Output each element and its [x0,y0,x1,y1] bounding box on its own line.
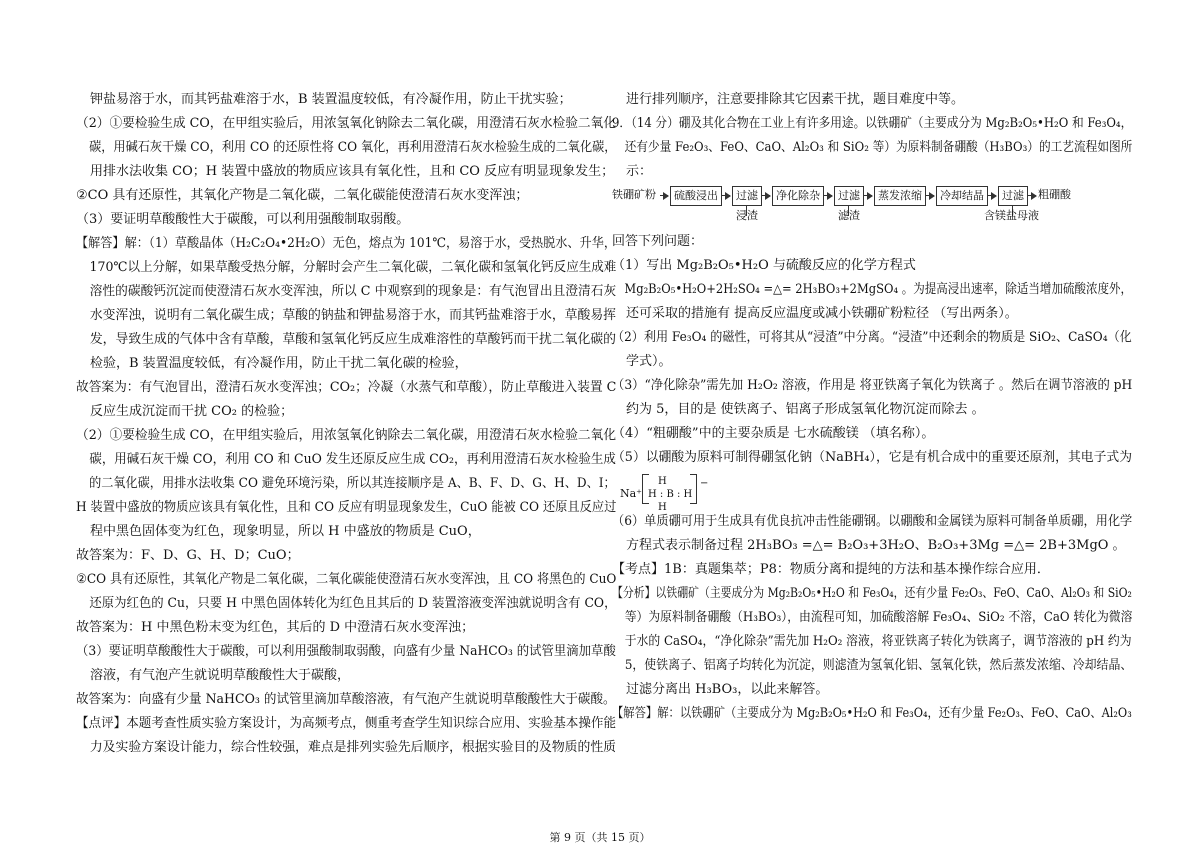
flow-byproduct: 滤渣 [838,209,860,222]
flow-step: 过滤 [834,186,864,206]
question-heading: 9．（14 分）硼及其化合物在工业上有许多用途。以铁硼矿（主要成分为 Mg₂B₂O₅•H₂O 和 Fe₃O₄， [612,116,1133,131]
text-line: （3）“净化除杂”需先加 H₂O₂ 溶液，作用是 将亚铁离子氧化为铁离子 。然后在调节溶液的 pH [612,378,1133,393]
text-line: 回答下列问题： [612,234,704,249]
text-line: 水变浑浊，说明有二氧化碳生成；草酸的钠盐和钾盐易溶于水，而其钙盐难溶于水，草酸易挥 [89,308,617,323]
text-line: 还原为红色的 Cu，只要 H 中黑色固体转化为红色且其后的 D 装置溶液变浑浊就说明含有 CO， [89,596,617,611]
bh4-center: H : B : H [648,489,693,500]
flow-step: 过滤 [998,186,1028,206]
text-line: 故答案为：H 中黑色粉末变为红色，其后的 D 中澄清石灰水变浑浊； [76,620,475,635]
right-column [612,88,1132,726]
electron-formula [612,470,1132,513]
process-flow-diagram [612,184,1132,230]
flow-arrow [722,195,730,196]
flow-start: 铁硼矿粉 [612,188,656,201]
text-line: 方程式表示制备过程 2H₃BO₃ =△= B₂O₃+3H₂O、B₂O₃+3Mg =△= 2B+3MgO 。 [626,538,1126,553]
text-line: ②CO 具有还原性，其氧化产物是二氧化碳，二氧化碳能使澄清石灰水变浑浊，且 CO 将黑色的 CuO [76,572,617,587]
text-line: 于水的 CaSO₄，“净化除杂”需先加 H₂O₂ 溶液，将亚铁离子转化为铁离子，调节溶液的 pH 约为 [624,634,1132,649]
text-line: 【考点】1B：真题集萃；P8：物质分离和提纯的方法和基本操作综合应用． [612,562,1050,577]
text-line: 溶液，有气泡产生就说明草酸酸性大于碳酸， [90,668,351,683]
text-line: （2）①要检验生成 CO，在甲组实验后，用浓氢氧化钠除去二氧化碳，用澄清石灰水检验二氧化 [76,116,617,131]
h-bottom: H [658,502,667,513]
text-line: 溶性的碳酸钙沉淀而使澄清石灰水变浑浊，所以 C 中观察到的现象是：有气泡冒出且澄清石灰 [89,284,617,299]
text-line: 故答案为：F、D、G、H、D；CuO； [76,548,300,563]
flow-step: 冷却结晶 [936,186,988,206]
text-line: 故答案为：向盛有少量 NaHCO₃ 的试管里滴加草酸溶液，有气泡产生就说明草酸酸性大于碳酸。 [76,692,616,707]
flow-step: 硫酸浸出 [670,186,722,206]
text-line: （2）①要检验生成 CO，在甲组实验后，用浓氢氧化钠除去二氧化碳，用澄清石灰水检验二氧化 [76,428,617,443]
flow-arrow [660,195,668,196]
text-line: 等）为原料制备硼酸（H₃BO₃），由流程可知，加硫酸溶解 Fe₃O₄、SiO₂ 不溶，CaO 转化为微溶 [624,610,1133,625]
text-line: （5）以硼酸为原料可制得硼氢化钠（NaBH₄），它是有机合成中的重要还原剂，其电子式为 [612,450,1132,465]
text-line: 的二氧化碳，用排水法收集 CO 避免环境污染，所以其连接顺序是 A、B、F、D、G、H、D、I； [89,476,616,491]
text-line: 还可采取的措施有 提高反应温度或减小铁硼矿粉粒径 （写出两条）。 [626,306,1018,321]
flow-byproduct: 含镁盐母液 [984,209,1039,222]
flow-end: 粗硼酸 [1038,188,1071,201]
flow-step: 过滤 [732,186,762,206]
text-line: 程中黑色固体变为红色，现象明显，所以 H 中盛放的物质是 CuO， [90,524,481,539]
text-line: （3）要证明草酸酸性大于碳酸，可以利用强酸制取弱酸。 [76,212,410,227]
text-line: Mg₂B₂O₅•H₂O+2H₂SO₄ =△= 2H₃BO₃+2MgSO₄ 。为提高浸出速率，除适当增加硫酸浓度外， [624,282,1133,297]
text-line: 检验，B 装置温度较低，有冷凝作用，防止干扰二氧化碳的检验， [90,356,468,371]
text-line: （2）利用 Fe₃O₄ 的磁性，可将其从“浸渣”中分离。“浸渣”中还剩余的物质是 SiO₂、CaSO₄（化 [612,330,1132,345]
text-line: ②CO 具有还原性，其氧化产物是二氧化碳，二氧化碳能使澄清石灰水变浑浊； [76,188,529,203]
text-line: 还有少量 Fe₂O₃、FeO、CaO、Al₂O₃ 和 SiO₂ 等）为原料制备硼酸（H₃BO₃）的工艺流程如图所 [624,140,1133,155]
text-line: 示： [626,164,653,179]
h-top: H [658,476,667,487]
text-line: （3）要证明草酸酸性大于碳酸，可以利用强酸制取弱酸，向盛有少量 NaHCO₃ 的试管里滴加草酸 [76,644,616,659]
flow-arrow [988,195,996,196]
text-line: 5，使铁离子、铝离子均转化为沉淀，则滤渣为氢氧化铝、氢氧化铁，然后蒸发浓缩、冷却结晶、 [624,658,1133,673]
text-line: 力及实验方案设计能力，综合性较强，难点是排列实验先后顺序，根据实验目的及物质的性质 [89,740,617,755]
text-line: 过滤分离出 H₃BO₃，以此来解答。 [626,682,829,697]
text-line: 发，导致生成的气体中含有草酸，草酸和氢氧化钙反应生成难溶性的草酸钙而干扰二氧化碳的 [89,332,617,347]
text-line: 进行排列顺序，注意要排除其它因素干扰，题目难度中等。 [626,92,965,107]
text-line: 故答案为：有气泡冒出，澄清石灰水变浑浊；CO₂；冷凝（水蒸气和草酸），防止草酸进入装置 C [76,380,617,395]
flow-arrow [926,195,934,196]
text-line: 用排水法收集 CO；H 装置中盛放的物质应该具有氧化性，且和 CO 反应有明显现象发生； [90,164,615,179]
flow-arrow [824,195,832,196]
flow-step: 蒸发浓缩 [874,186,926,206]
text-line: （1）写出 Mg₂B₂O₅•H₂O 与硫酸反应的化学方程式 [612,258,916,273]
text-line: 钾盐易溶于水，而其钙盐难溶于水，B 装置温度较低，有冷凝作用，防止干扰实验； [90,92,572,107]
text-line: 学式）。 [626,354,672,369]
flow-step: 净化除杂 [772,186,824,206]
text-line: 【解答】解：以铁硼矿（主要成分为 Mg₂B₂O₅•H₂O 和 Fe₃O₄，还有少量 Fe₂O₃、FeO、CaO、Al₂O₃ [612,706,1132,721]
comment-heading-line: 【点评】本题考查性质实验方案设计，为高频考点，侧重考查学生知识综合应用、实验基本操作能 [76,716,617,731]
text-line: 【分析】以铁硼矿（主要成分为 Mg₂B₂O₅•H₂O 和 Fe₃O₄，还有少量 Fe₂O₃、FeO、CaO、Al₂O₃ 和 SiO₂ [612,586,1132,601]
text-line: （6）单质硼可用于生成具有优良抗冲击性能硼钢。以硼酸和金属镁为原料可制备单质硼，用化学 [612,514,1133,529]
text-line: 约为 5，目的是 使铁离子、铝离子形成氢氧化物沉淀而除去 。 [626,402,985,417]
text-line: H 装置中盛放的物质应该具有氧化性，且和 CO 反应有明显现象发生，CuO 能被 CO 还原且反应过 [76,500,617,515]
flow-arrow [762,195,770,196]
answer-heading-line: 【解答】解：（1）草酸晶体（H₂C₂O₄•2H₂O）无色，熔点为 101℃，易溶于水，受热脱水、升华， [76,236,616,251]
text-line: 碳，用碱石灰干燥 CO，利用 CO 的还原性将 CO 氧化，再利用澄清石灰水检验生成的二氧化碳， [89,140,617,155]
left-column [76,88,616,760]
flow-byproduct: 浸渣 [736,209,758,222]
text-line: （4）“粗硼酸”中的主要杂质是 七水硫酸镁 （填名称）。 [612,426,935,441]
text-line: 碳，用碱石灰干燥 CO，利用 CO 和 CuO 发生还原反应生成 CO₂，再利用澄清石灰水检验生成 [89,452,616,467]
text-line: 170℃以上分解，如果草酸受热分解，分解时会产生二氧化碳，二氧化碳和氢氧化钙反应生成难 [89,260,617,275]
flow-arrow [864,195,872,196]
sodium-ion: Na⁺ [620,487,642,500]
flow-arrow [1028,195,1036,196]
charge-minus: − [700,478,709,489]
text-line: 反应生成沉淀而干扰 CO₂ 的检验； [90,404,294,419]
bracket-right [690,474,697,504]
page-footer: 第 9 页（共 15 页） [549,831,651,844]
